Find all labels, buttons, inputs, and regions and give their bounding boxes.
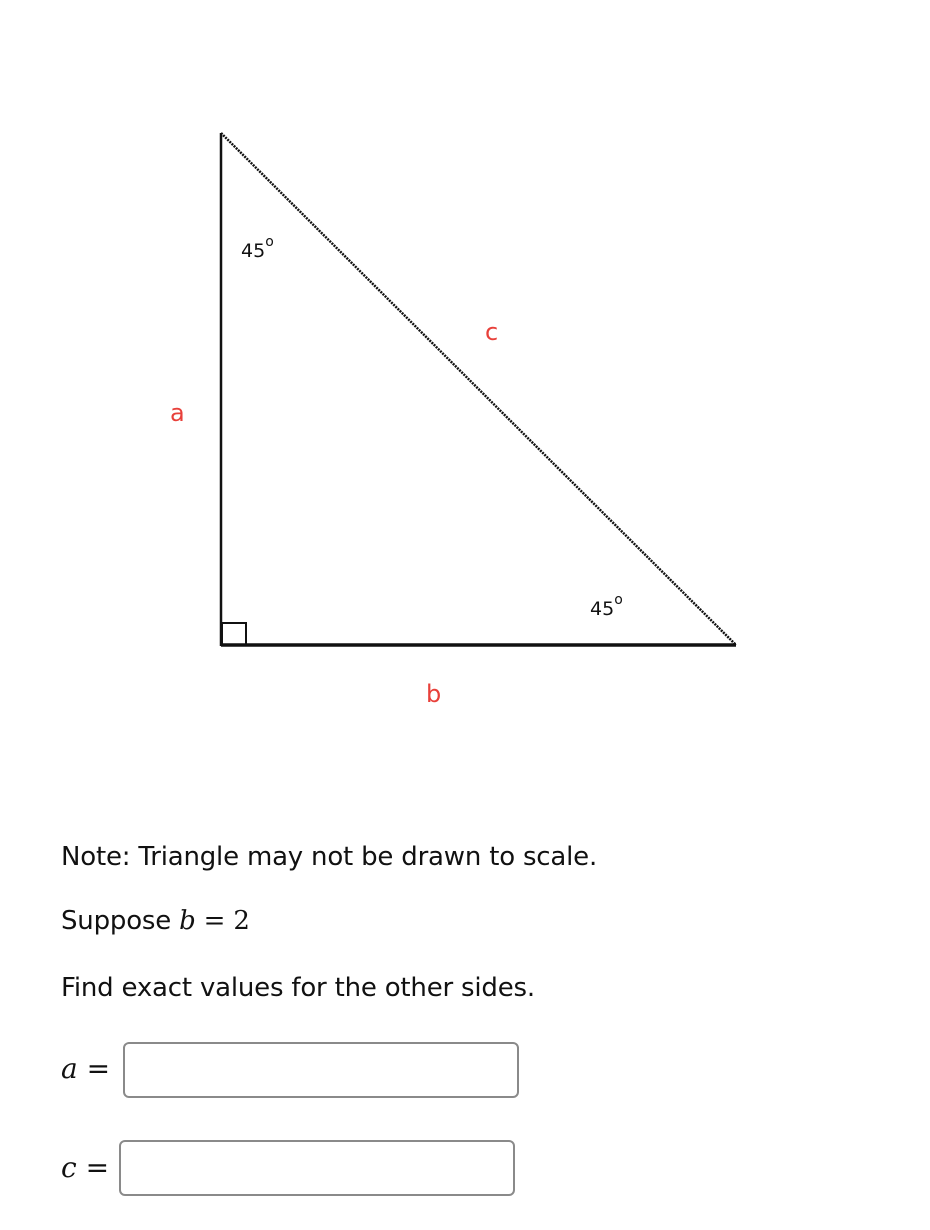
- given-value: 2: [233, 906, 250, 936]
- side-c-label: c: [485, 318, 499, 346]
- side-a-label: a: [170, 399, 185, 427]
- given-equals: =: [203, 906, 226, 936]
- answer-a-variable: a: [61, 1052, 78, 1085]
- right-angle-marker: [222, 623, 246, 645]
- given-variable: b: [179, 906, 196, 936]
- side-b-label: b: [426, 680, 442, 708]
- answer-c-variable: c: [61, 1151, 77, 1184]
- scale-note: Note: Triangle may not be drawn to scale.: [61, 842, 598, 872]
- answer-a-input[interactable]: [123, 1042, 519, 1098]
- hypotenuse-c-line: [221, 133, 736, 645]
- answer-a-equals: =: [86, 1052, 111, 1085]
- answer-c-label: [61, 1151, 109, 1184]
- answer-a-label: [61, 1052, 110, 1085]
- instruction-text: Find exact values for the other sides.: [61, 973, 535, 1003]
- answer-c-equals: =: [85, 1151, 110, 1184]
- given-statement: [61, 906, 250, 936]
- answer-c-input[interactable]: [119, 1140, 515, 1196]
- angle-top-label: 45$^o$: [241, 234, 274, 262]
- suppose-text: Suppose: [61, 906, 172, 936]
- angle-right-label: 45$^o$: [590, 592, 623, 620]
